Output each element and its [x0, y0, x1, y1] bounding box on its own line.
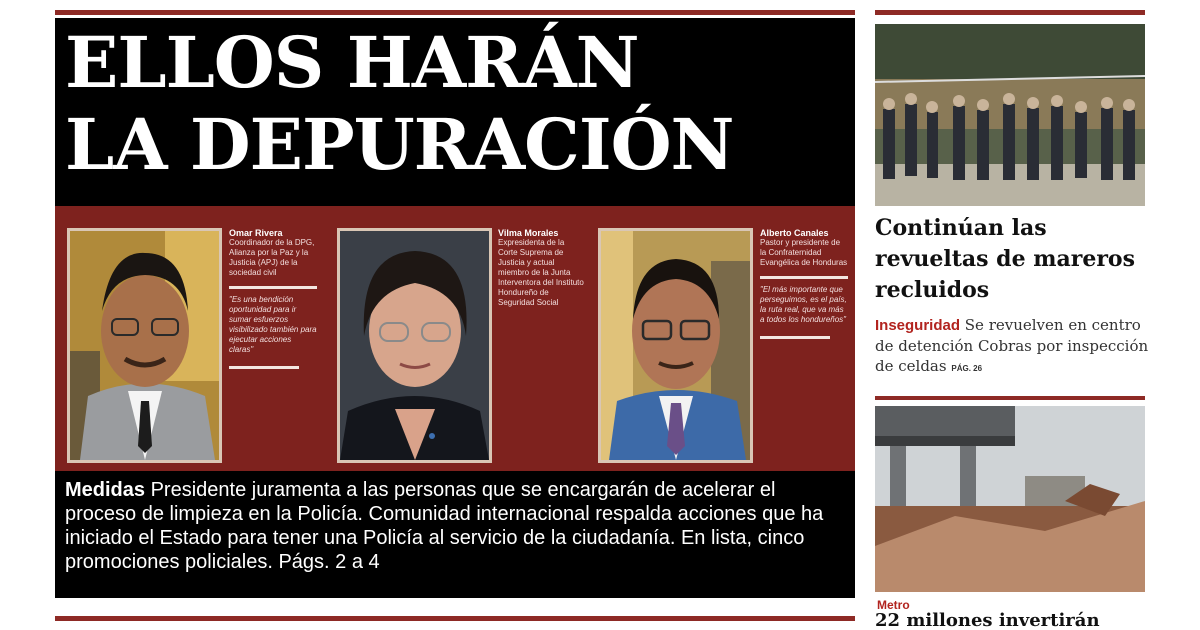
- main-summary: [65, 478, 850, 574]
- top-rule-side: [875, 10, 1145, 15]
- main-story: [55, 18, 855, 598]
- bottom-rule-main: [55, 616, 855, 621]
- person-quote: "Es una bendición oportunidad para ir sumar esfuerzos visibilizado también para ejecutar acciones claras": [229, 286, 317, 355]
- portrait-vilma-morales: [337, 228, 492, 463]
- sidebar-headline-2: 22 millones invertirán: [875, 610, 1100, 630]
- headline-line-1: ELLOS HARÁN: [65, 21, 639, 104]
- portrait-alberto-canales: [598, 228, 753, 463]
- sidebar-kicker-1: Inseguridad: [875, 317, 961, 334]
- sidebar-photo-prison: [875, 24, 1145, 206]
- person-quote: "El más importante que perseguimos, es el país, la ruta real, que va más a todos los hondureños": [760, 276, 848, 325]
- headline-line-2: LA DEPURACIÓN: [65, 103, 734, 186]
- portrait-omar-rivera: [67, 228, 222, 463]
- sidebar-page-ref-1: PÁG. 26: [951, 364, 983, 373]
- sidebar-deck-text-1: Se revuelven en centro de detención Cobras por inspección de celdas: [875, 316, 1149, 375]
- person-name: Alberto Canales: [760, 228, 829, 238]
- person-name: Omar Rivera: [229, 228, 283, 238]
- quote-bubble-icon: [760, 329, 830, 339]
- caption-omar-rivera: [229, 228, 317, 369]
- caption-alberto-canales: [760, 228, 848, 339]
- summary-kicker: Medidas: [65, 479, 146, 501]
- person-bio: Expresidenta de la Corte Suprema de Justicia y actual miembro de la Junta Interventora del Instituto Hondureño de Seguridad Social: [498, 238, 584, 307]
- person-bio: Coordinador de la DPG, Alianza por la Paz y la Justicia (APJ) de la sociedad civil: [229, 238, 315, 277]
- quote-bubble-icon: [229, 359, 299, 369]
- main-headline: [65, 22, 845, 186]
- sidebar-headline-1: Continúan las revueltas de mareros recluidos: [875, 215, 1135, 303]
- people-panel: [55, 206, 855, 471]
- sidebar-photo-construction: [875, 406, 1145, 592]
- sidebar-deck-1: [875, 315, 1150, 379]
- caption-vilma-morales: [498, 228, 586, 308]
- summary-text: Presidente juramenta a las personas que se encargarán de acelerar el proceso de limpieza en la Policía. Comunidad internacional respalda acciones que ha iniciado el Estado para tener una Policía al servicio de la ciudadanía. En lista, cinco promociones policiales. Págs. 2 a 4: [65, 479, 824, 573]
- sidebar-kicker-2: Metro: [877, 598, 910, 612]
- top-rule-main: [55, 10, 855, 15]
- person-bio: Pastor y presidente de la Confraternidad Evangélica de Honduras: [760, 238, 848, 267]
- side-divider-rule: [875, 396, 1145, 400]
- person-name: Vilma Morales: [498, 228, 559, 238]
